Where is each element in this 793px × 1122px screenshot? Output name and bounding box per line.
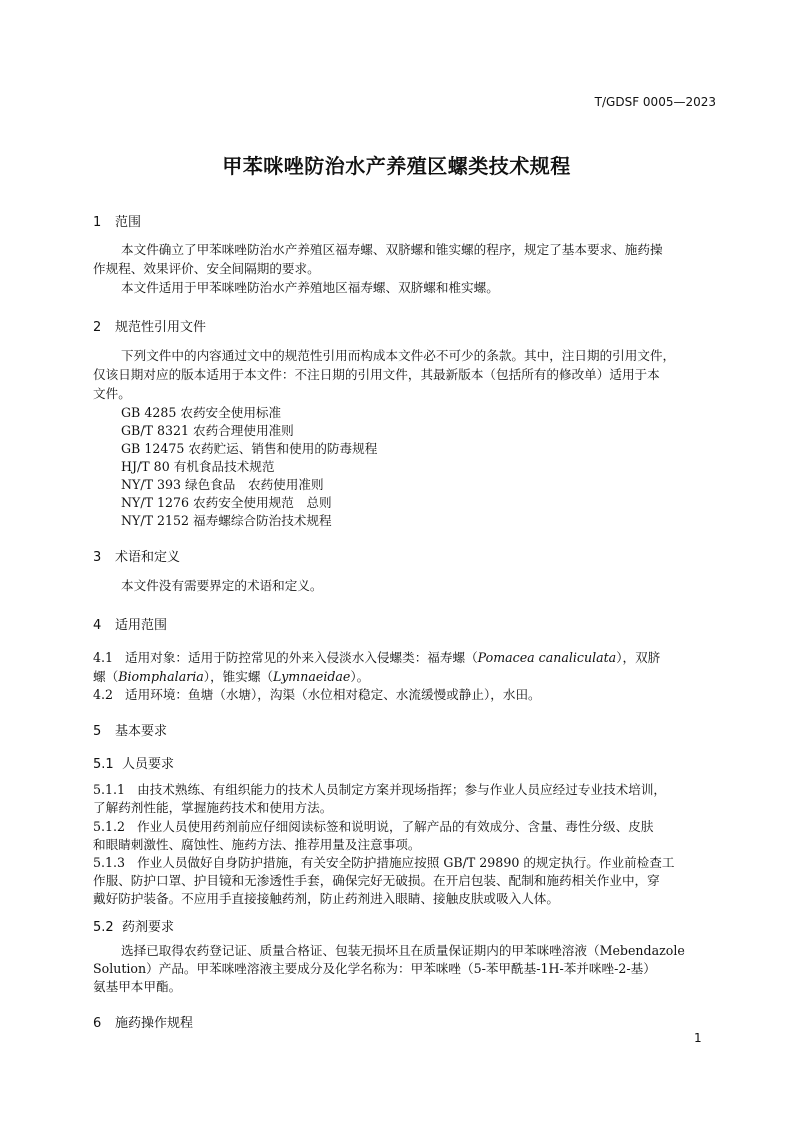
reference-item: GB 12475 农药贮运、销售和使用的防毒规程 — [121, 441, 378, 456]
standard-number: T/GDSF 0005—2023 — [594, 95, 716, 109]
section-number: 4 — [93, 618, 102, 633]
section-title: 人员要求 — [121, 757, 174, 772]
paragraph-line: 氨基甲本甲酯。 — [93, 979, 182, 994]
paragraph-line: Solution）产品。甲苯咪唑溶液主要成分及化学名称为：甲苯咪唑（5-苯甲酰基-1H-苯并咪唑-2-基） — [93, 961, 656, 976]
section-1-heading — [93, 211, 141, 230]
clause-text: 作业人员做好自身防护措施，有关安全防护措施应按照 GB/T 29890 的规定执行。作业前检查工 — [137, 855, 675, 870]
clause-number: 4.2 — [93, 687, 114, 702]
clause-4-1-line-2 — [93, 667, 369, 686]
clause-5-1-2-line — [93, 817, 653, 836]
clause-5-1-1-line — [93, 780, 666, 799]
section-number: 2 — [93, 320, 102, 335]
species-name: Lymnaeidae — [273, 669, 351, 684]
reference-item: HJ/T 80 有机食品技术规范 — [121, 459, 275, 474]
section-title: 基本要求 — [115, 724, 168, 739]
paragraph-line: 本文件没有需要界定的术语和定义。 — [121, 578, 323, 593]
section-title: 药剂要求 — [121, 920, 174, 935]
clause-text: 由技术熟练、有组织能力的技术人员制定方案并现场指挥；参与作业人员应经过专业技术培训， — [137, 782, 666, 797]
paragraph-line: 文件。 — [93, 386, 131, 401]
clause-number: 5.1.2 — [93, 819, 126, 834]
section-2-heading — [93, 316, 206, 335]
document-title: 甲苯咪唑防治水产养殖区螺类技术规程 — [222, 154, 571, 178]
section-4-heading — [93, 614, 167, 633]
section-3-heading — [93, 546, 180, 565]
section-5-heading — [93, 720, 167, 739]
reference-item: GB/T 8321 农药合理使用准则 — [121, 423, 294, 438]
clause-text: 适用环境：鱼塘（水塘），沟渠（水位相对稳定、水流缓慢或静止），水田。 — [125, 687, 541, 702]
paragraph-line: 和眼睛刺激性、腐蚀性、施药方法、推荐用量及注意事项。 — [93, 837, 421, 852]
clause-number: 5.1.1 — [93, 782, 126, 797]
reference-item: NY/T 2152 福寿螺综合防治技术规程 — [121, 513, 332, 528]
species-name: Biomphalaria — [118, 669, 204, 684]
paragraph-line: 选择已取得农药登记证、质量合格证、包装无损坏且在质量保证期内的甲苯咪唑溶液（Mebendazole — [121, 943, 685, 958]
clause-4-1-line-1 — [93, 648, 660, 667]
clause-text: 适用对象：适用于防控常见的外来入侵淡水入侵螺类：福寿螺（ — [125, 650, 478, 665]
clause-5-1-3-line — [93, 853, 674, 872]
subsection-5-1-heading — [93, 753, 174, 772]
section-title: 范围 — [115, 215, 142, 230]
subsection-5-2-heading — [93, 916, 174, 935]
section-number: 5 — [93, 724, 102, 739]
paragraph-line: 作服、防护口罩、护目镜和无渗透性手套，确保完好无破损。在开启包装、配制和施药相关作业中，穿 — [93, 873, 660, 888]
paragraph-line: 本文件确立了甲苯咪唑防治水产养殖区福寿螺、双脐螺和锥实螺的程序，规定了基本要求、施药操 — [121, 242, 663, 257]
clause-text: 作业人员使用药剂前应仔细阅读标签和说明说，了解产品的有效成分、含量、毒性分级、皮肤 — [137, 819, 654, 834]
section-title: 术语和定义 — [115, 550, 181, 565]
section-title: 施药操作规程 — [115, 1016, 194, 1031]
paragraph-line: 作规程、效果评价、安全间隔期的要求。 — [93, 261, 320, 276]
reference-item: NY/T 393 绿色食品 农药使用准则 — [121, 477, 324, 492]
clause-text: ）。 — [350, 669, 370, 684]
section-title: 适用范围 — [115, 618, 168, 633]
page-number: 1 — [694, 1031, 702, 1045]
clause-number: 5.1.3 — [93, 855, 126, 870]
reference-item: GB 4285 农药安全使用标准 — [121, 405, 282, 420]
clause-text: ），双脐 — [616, 650, 661, 665]
paragraph-line: 本文件适用于甲苯咪唑防治水产养殖地区福寿螺、双脐螺和椎实螺。 — [121, 280, 499, 295]
section-number: 1 — [93, 215, 102, 230]
clause-4-2 — [93, 685, 541, 704]
paragraph-line: 仅该日期对应的版本适用于本文件：不注日期的引用文件，其最新版本（包括所有的修改单）适用于本 — [93, 367, 660, 382]
paragraph-line: 了解药剂性能，掌握施药技术和使用方法。 — [93, 800, 333, 815]
section-number: 5.2 — [93, 920, 114, 935]
clause-text: 螺（ — [93, 669, 119, 684]
paragraph-line: 戴好防护装备。不应用手直接接触药剂，防止药剂进入眼睛、接触皮肤或吸入人体。 — [93, 891, 559, 906]
section-number: 6 — [93, 1016, 102, 1031]
section-6-heading — [93, 1012, 193, 1031]
clause-number: 4.1 — [93, 650, 114, 665]
clause-text: ），锥实螺（ — [203, 669, 274, 684]
section-title: 规范性引用文件 — [115, 320, 207, 335]
section-number: 3 — [93, 550, 102, 565]
species-name: Pomacea canaliculata — [477, 650, 617, 665]
paragraph-line: 下列文件中的内容通过文中的规范性引用而构成本文件必不可少的条款。其中，注日期的引用文件， — [121, 348, 676, 363]
section-number: 5.1 — [93, 757, 114, 772]
reference-item: NY/T 1276 农药安全使用规范 总则 — [121, 495, 332, 510]
